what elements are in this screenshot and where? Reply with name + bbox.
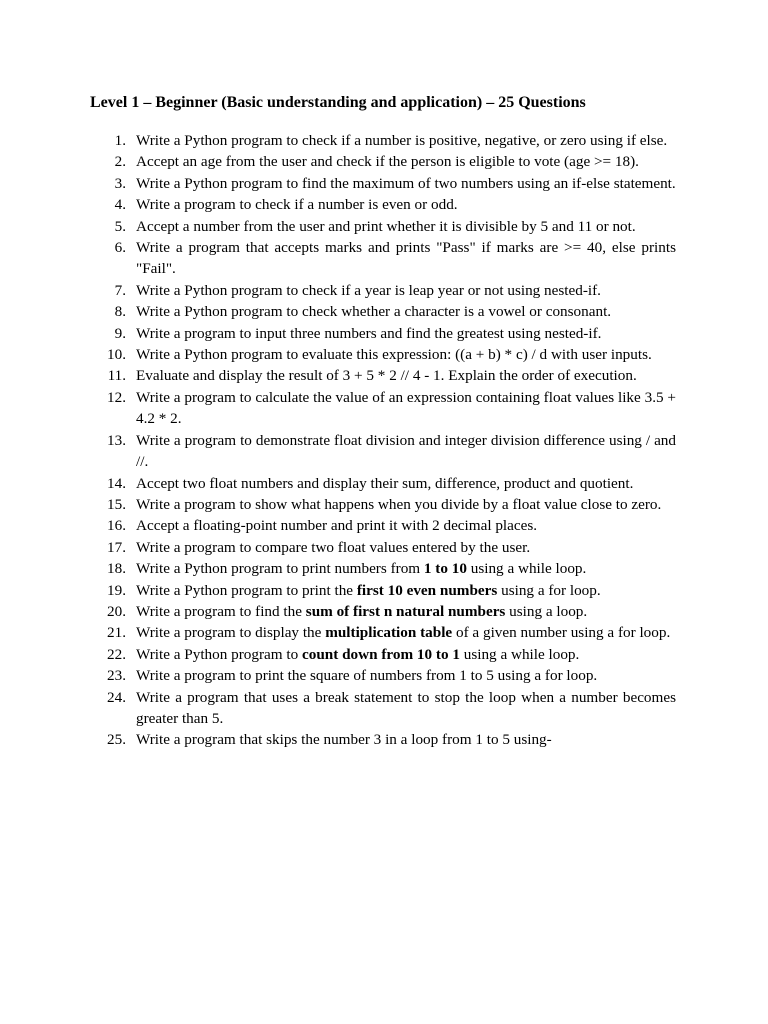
question-text (136, 346, 652, 363)
question-text-run: Write a Python program to evaluate this expression: ((a + b) * c) / d with user inputs. (136, 346, 652, 364)
question-text (136, 646, 579, 663)
question-text (136, 239, 676, 277)
question-text (136, 282, 601, 299)
question-item (98, 515, 676, 536)
question-item (98, 430, 676, 473)
question-item (98, 301, 676, 322)
question-item (98, 280, 676, 301)
question-item (98, 323, 676, 344)
question-text-run: Write a program to print the square of numbers from 1 to 5 using a for loop. (136, 667, 598, 685)
question-number: 25. (107, 731, 126, 749)
question-item (98, 173, 676, 194)
question-number: 4. (114, 196, 126, 214)
question-number: 9. (114, 324, 126, 342)
question-text-run: Write a Python program to check whether a character is a vowel or consonant. (136, 303, 612, 321)
question-item (98, 622, 676, 643)
question-item (98, 130, 676, 151)
question-item (98, 365, 676, 386)
question-number: 5. (114, 217, 126, 235)
question-text (136, 303, 611, 320)
question-text-run: Write a Python program to check if a year is leap year or not using nested-if. (136, 281, 601, 299)
question-number: 24. (107, 688, 126, 706)
question-text-run: Write a program that accepts marks and prints "Pass" if marks are >= 40, else prints "Fail". (136, 239, 676, 278)
question-number: 15. (107, 495, 126, 513)
question-text (136, 689, 676, 727)
page-heading: Level 1 – Beginner (Basic understanding and application) – 25 Questions (90, 94, 586, 111)
question-text (136, 496, 661, 513)
question-number: 19. (107, 581, 126, 599)
question-item (98, 387, 676, 430)
question-item (98, 194, 676, 215)
question-text-run: Write a program to find the (136, 602, 306, 620)
question-number: 6. (114, 239, 126, 257)
question-number: 12. (107, 388, 126, 406)
question-text-run: using a while loop. (466, 560, 587, 578)
question-number: 20. (107, 602, 126, 620)
question-text-run: Write a program that skips the number 3 in a loop from 1 to 5 using- (136, 731, 552, 749)
question-text-run: of a given number using a for loop. (452, 624, 671, 642)
question-text (136, 560, 586, 577)
question-item (98, 494, 676, 515)
question-text (136, 367, 637, 384)
question-text-bold: first 10 even numbers (356, 581, 498, 599)
question-text-run: using a loop. (505, 602, 588, 620)
question-text-bold: sum of first n natural numbers (305, 602, 506, 620)
question-text-run: Write a program to compare two float values entered by the user. (136, 538, 531, 556)
question-item (98, 665, 676, 686)
question-number: 16. (107, 517, 126, 535)
question-text (136, 132, 667, 149)
question-item (98, 237, 676, 280)
question-text-run: Write a program that uses a break statement to stop the loop when a number becomes greater than 5. (136, 688, 676, 727)
question-text (136, 218, 636, 235)
question-text-run: Evaluate and display the result of 3 + 5 * 2 // 4 - 1. Explain the order of execution. (136, 367, 637, 385)
question-item (98, 216, 676, 237)
question-text-bold: count down from 10 to 1 (302, 645, 460, 663)
question-number: 8. (114, 303, 126, 321)
question-text-run: Write a program to check if a number is even or odd. (136, 196, 458, 214)
question-number: 11. (107, 367, 126, 385)
question-number: 18. (107, 560, 126, 578)
question-text (136, 153, 639, 170)
question-number: 22. (107, 645, 126, 663)
question-item (98, 580, 676, 601)
question-text-run: Write a Python program to (136, 645, 302, 663)
question-item (98, 687, 676, 730)
question-text (136, 539, 530, 556)
question-text-run: using a for loop. (497, 581, 601, 599)
question-text (136, 196, 458, 213)
question-text-run: Write a program to calculate the value of an expression containing float values like 3.5 + 4.2 * 2. (136, 388, 676, 428)
question-text-run: Accept a floating-point number and print it with 2 decimal places. (136, 517, 538, 535)
question-text (136, 475, 633, 492)
question-number: 17. (107, 538, 126, 556)
question-number: 13. (107, 431, 126, 449)
question-text (136, 624, 670, 641)
question-text-bold: multiplication table (325, 624, 453, 642)
question-number: 23. (107, 667, 126, 685)
question-number: 21. (107, 624, 126, 642)
question-text (136, 389, 676, 427)
question-item (98, 644, 676, 665)
question-text-run: Accept two float numbers and display their sum, difference, product and quotient. (136, 474, 634, 492)
question-number: 3. (114, 174, 126, 192)
question-text-run: Write a program to show what happens when you divide by a float value close to zero. (136, 495, 662, 513)
question-text (136, 603, 587, 620)
question-number: 7. (114, 281, 126, 299)
question-text-run: using a while loop. (459, 645, 580, 663)
question-number: 2. (114, 153, 126, 171)
question-item (98, 558, 676, 579)
question-text-run: Write a Python program to print the (136, 581, 357, 599)
question-text-bold: 1 to 10 (423, 560, 467, 578)
question-number: 14. (107, 474, 126, 492)
question-text-run: Write a program to demonstrate float division and integer division difference using / and //. (136, 431, 676, 471)
question-text-run: Accept a number from the user and print whether it is divisible by 5 and 11 or not. (136, 217, 636, 235)
question-text (136, 582, 601, 599)
question-text-run: Accept an age from the user and check if the person is eligible to vote (age >= 18). (136, 153, 639, 171)
question-item (98, 473, 676, 494)
question-text (136, 667, 597, 684)
question-list (98, 130, 676, 751)
question-text (136, 432, 676, 470)
question-text-run: Write a Python program to print numbers from (136, 560, 424, 578)
question-text (136, 731, 552, 748)
question-text (136, 517, 537, 534)
question-text-run: Write a Python program to find the maximum of two numbers using an if-else statement. (136, 174, 676, 192)
question-text-run: Write a program to input three numbers and find the greatest using nested-if. (136, 324, 602, 342)
question-item (98, 344, 676, 365)
question-item (98, 537, 676, 558)
question-number: 1. (114, 132, 126, 149)
question-number: 10. (107, 346, 126, 364)
question-item (98, 601, 676, 622)
question-item (98, 151, 676, 172)
question-text-run: Write a program to display the (136, 624, 326, 642)
question-text (136, 175, 676, 192)
question-item (98, 729, 676, 750)
question-text (136, 325, 601, 342)
question-text-run: Write a Python program to check if a number is positive, negative, or zero using if else. (136, 132, 668, 149)
